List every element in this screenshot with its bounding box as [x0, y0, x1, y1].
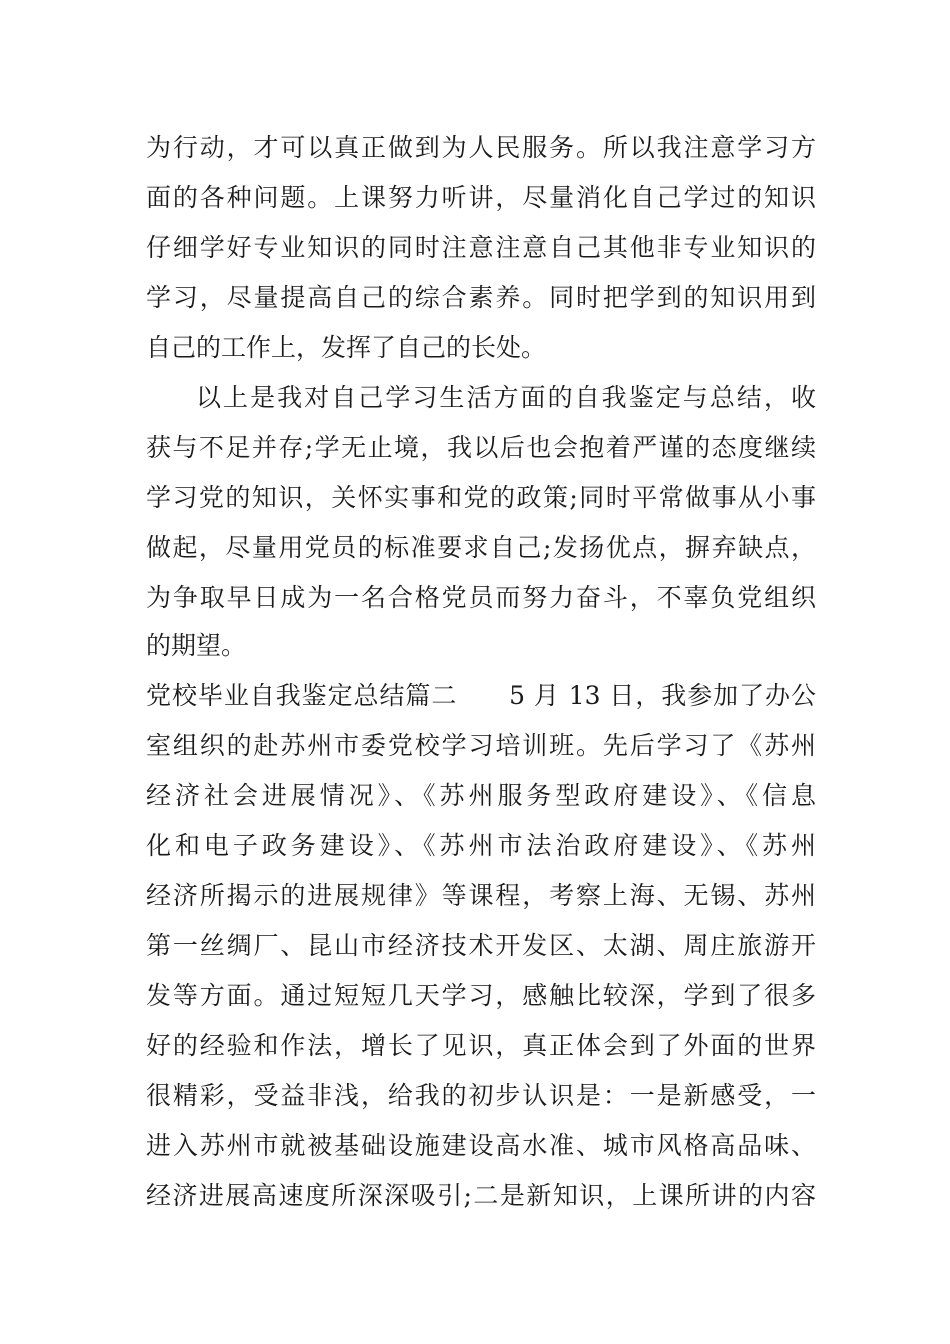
section-heading-line: 党校毕业自我鉴定总结篇二 5 月 13 日，我参加了办公 [146, 681, 816, 710]
text-line: 第一丝绸厂、昆山市经济技术开发区、太湖、周庄旅游开 [146, 931, 816, 960]
text-line: 获与不足并存;学无止境，我以后也会抱着严谨的态度继续 [146, 433, 816, 462]
text-line: 好的经验和作法，增长了见识，真正体会到了外面的世界 [146, 1031, 816, 1060]
text-line: 学习，尽量提高自己的综合素养。同时把学到的知识用到 [146, 283, 816, 312]
text-line: 仔细学好专业知识的同时注意注意自己其他非专业知识的 [146, 233, 816, 262]
text-line: 经济进展高速度所深深吸引;二是新知识，上课所讲的内容 [146, 1181, 816, 1210]
text-line: 室组织的赴苏州市委党校学习培训班。先后学习了《苏州 [146, 731, 816, 760]
text-line: 化和电子政务建设》、《苏州市法治政府建设》、《苏州 [146, 831, 816, 860]
text-line: 经济所揭示的进展规律》等课程，考察上海、无锡、苏州 [146, 881, 816, 910]
text-line: 进入苏州市就被基础设施建设高水准、城市风格高品味、 [146, 1131, 816, 1160]
text-line: 以上是我对自己学习生活方面的自我鉴定与总结，收 [196, 383, 816, 412]
text-line: 经济社会进展情况》、《苏州服务型政府建设》、《信息 [146, 781, 816, 810]
text-line: 为争取早日成为一名合格党员而努力奋斗，不辜负党组织 [146, 583, 816, 612]
text-line: 做起，尽量用党员的标准要求自己;发扬优点，摒弃缺点， [146, 533, 816, 562]
text-line: 学习党的知识，关怀实事和党的政策;同时平常做事从小事 [146, 483, 816, 512]
text-line: 发等方面。通过短短几天学习，感触比较深，学到了很多 [146, 981, 816, 1010]
text-line: 自己的工作上，发挥了自己的长处。 [146, 333, 547, 362]
text-line: 面的各种问题。上课努力听讲，尽量消化自己学过的知识 [146, 183, 816, 212]
text-line: 为行动，才可以真正做到为人民服务。所以我注意学习方 [146, 133, 816, 162]
text-line: 很精彩，受益非浅，给我的初步认识是：一是新感受，一 [146, 1081, 816, 1110]
text-line: 的期望。 [146, 631, 247, 660]
